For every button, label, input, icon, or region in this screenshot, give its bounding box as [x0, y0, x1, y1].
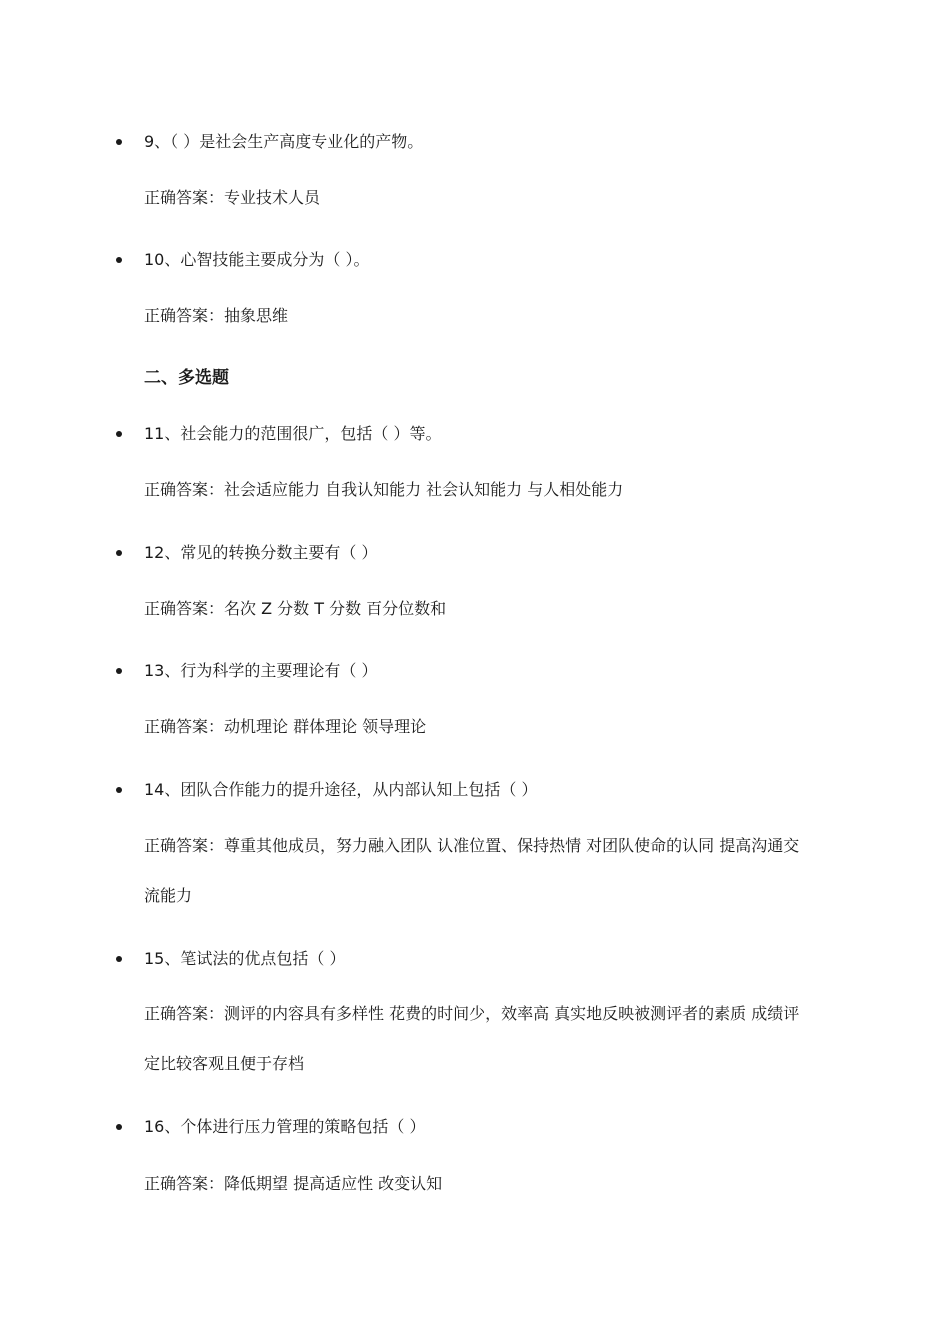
question-item: [144, 131, 423, 153]
question-text: 13、行为科学的主要理论有（ ）: [144, 661, 378, 680]
answer-text: 正确答案：动机理论 群体理论 领导理论: [144, 717, 427, 736]
answer-text: 正确答案：名次 Z 分数 T 分数 百分位数和: [144, 599, 447, 618]
question-text: 16、个体进行压力管理的策略包括（ ）: [144, 1117, 426, 1136]
answer-text: 正确答案：测评的内容具有多样性 花费的时间少，效率高 真实地反映被测评者的素质 成绩评定比较客观且便于存档: [144, 1004, 800, 1073]
bullet-icon: [116, 257, 122, 263]
question-item: [144, 249, 369, 271]
question-item: [144, 542, 377, 564]
bullet-icon: [116, 1124, 122, 1130]
question-text: 15、笔试法的优点包括（ ）: [144, 949, 346, 968]
answer-text: 正确答案：抽象思维: [144, 306, 289, 325]
question-text: 14、团队合作能力的提升途径，从内部认知上包括（ ）: [144, 780, 538, 799]
bullet-icon: [116, 668, 122, 674]
bullet-icon: [116, 139, 122, 145]
question-item: [144, 948, 345, 970]
bullet-icon: [116, 431, 122, 437]
question-item: [144, 660, 377, 682]
bullet-icon: [116, 956, 122, 962]
answer-text: 正确答案：尊重其他成员，努力融入团队 认准位置、保持热情 对团队使命的认同 提高沟通交流能力: [144, 836, 800, 905]
question-item: [144, 1116, 425, 1138]
answer-text: 正确答案：降低期望 提高适应性 改变认知: [144, 1174, 443, 1193]
question-text: 11、社会能力的范围很广，包括（ ）等。: [144, 424, 442, 443]
bullet-icon: [116, 550, 122, 556]
answer-text: 正确答案：社会适应能力 自我认知能力 社会认知能力 与人相处能力: [144, 480, 624, 499]
question-text: 12、常见的转换分数主要有（ ）: [144, 543, 378, 562]
question-text: 10、心智技能主要成分为（ ）。: [144, 250, 370, 269]
bullet-icon: [116, 787, 122, 793]
section-heading: 二、多选题: [144, 368, 229, 388]
question-item: [144, 423, 441, 445]
question-item: [144, 779, 537, 801]
answer-text: 正确答案：专业技术人员: [144, 188, 321, 207]
question-text: 9、（ ）是社会生产高度专业化的产物。: [144, 132, 424, 151]
